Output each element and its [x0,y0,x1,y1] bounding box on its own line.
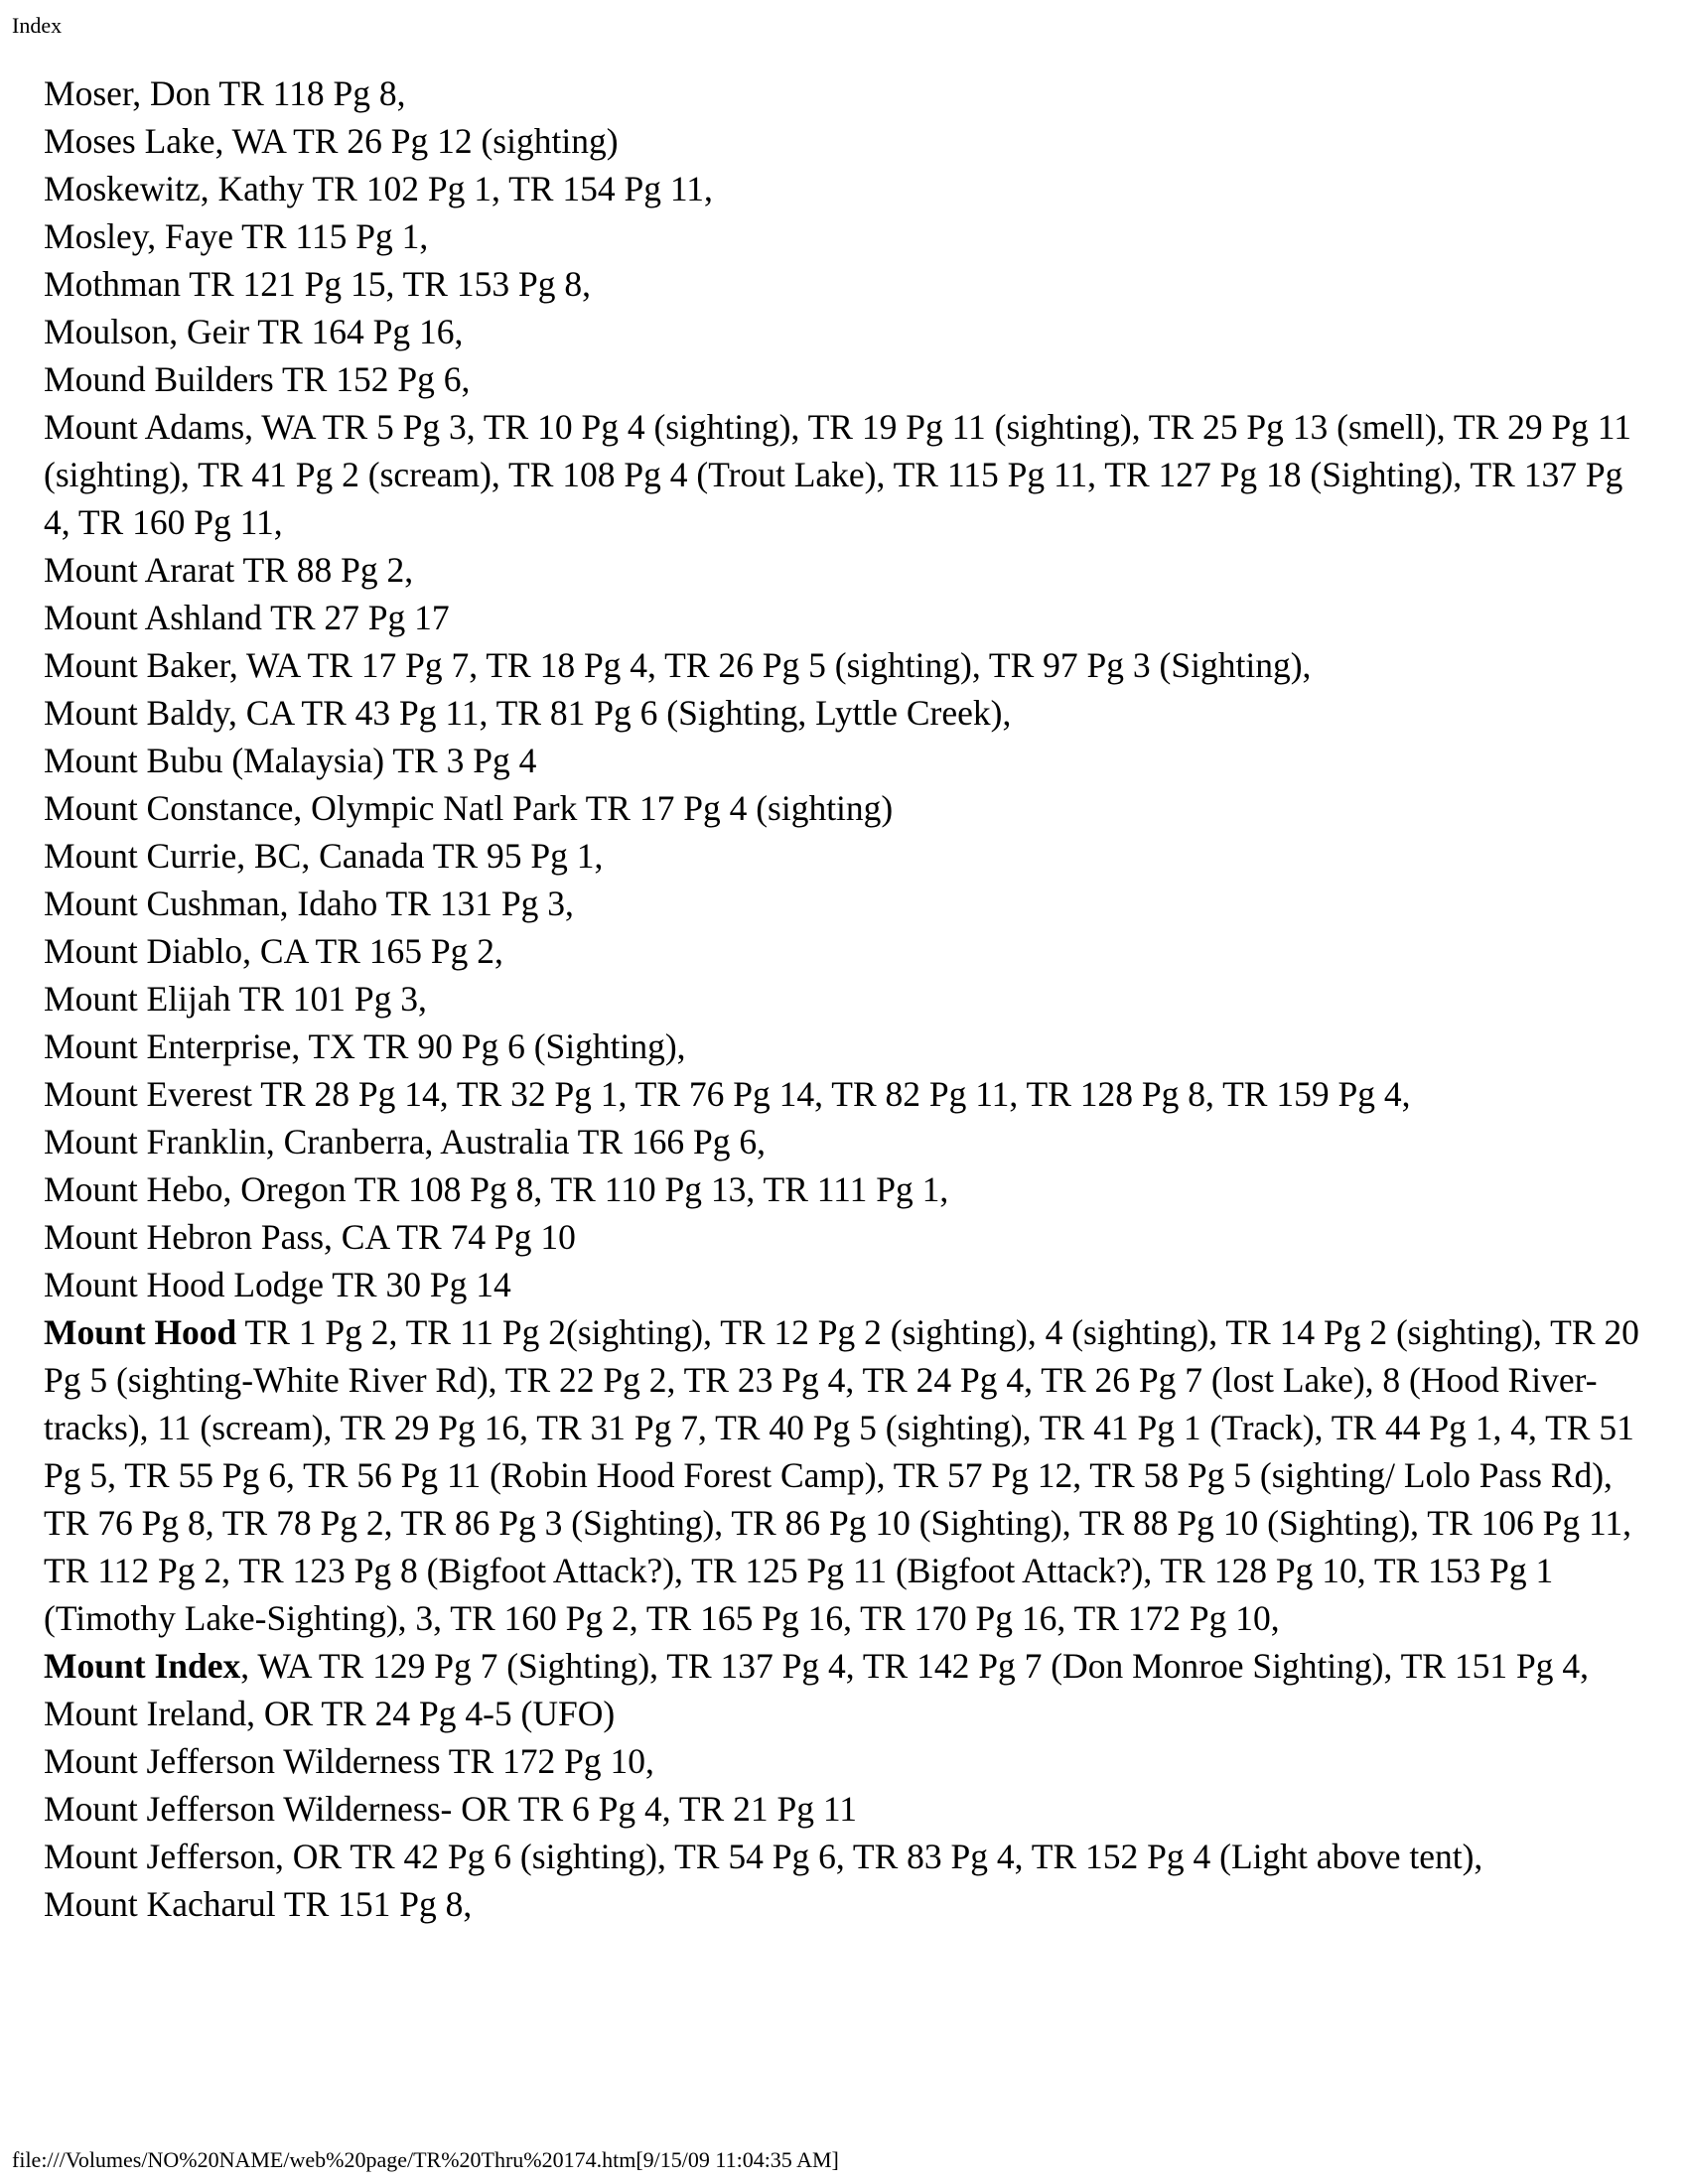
entry-text: Mount Ararat TR 88 Pg 2, [44,550,414,590]
index-entry [44,1261,1642,1308]
index-entry [44,641,1642,689]
entry-text: Mount Kacharul TR 151 Pg 8, [44,1884,473,1924]
index-entry [44,832,1642,880]
entry-text: Mount Cushman, Idaho TR 131 Pg 3, [44,884,574,923]
page-header-title: Index [12,13,63,38]
index-entry [44,1690,1642,1737]
page-footer-url: file:///Volumes/NO%20NAME/web%20page/TR%20Thru%20174.htm[9/15/09 11:04:35 AM] [12,2147,839,2172]
entry-text: Mount Hood Lodge TR 30 Pg 14 [44,1265,511,1304]
index-entry [44,260,1642,308]
index-entry [44,880,1642,927]
index-entry [44,1642,1642,1690]
index-entry [44,784,1642,832]
index-entry [44,1165,1642,1213]
entry-text: , WA TR 129 Pg 7 (Sighting), TR 137 Pg 4, TR 142 Pg 7 (Don Monroe Sighting), TR 151 Pg 4, [240,1646,1589,1686]
index-entry [44,212,1642,260]
entry-text: TR 1 Pg 2, TR 11 Pg 2(sighting), TR 12 Pg 2 (sighting), 4 (sighting), TR 14 Pg 2 (sighting), TR 20 Pg 5 (sighting-White River Rd), TR 22 Pg 2, TR 23 Pg 4, TR 24 Pg 4, TR 26 Pg 7 (lost Lake), 8 (Hood River- tracks), 11 (scream), TR 29 Pg 16, TR 31 Pg 7, TR 40 Pg 5 (sighting), TR 41 Pg 1 (Track), TR 44 Pg 1, 4, TR 51 Pg 5, TR 55 Pg 6, TR 56 Pg 11 (Robin Hood Forest Camp), TR 57 Pg 12, TR 58 Pg 5 (sighting/ Lolo Pass Rd), TR 76 Pg 8, TR 78 Pg 2, TR 86 Pg 3 (Sighting), TR 86 Pg 10 (Sighting), TR 88 Pg 10 (Sighting), TR 106 Pg 11, TR 112 Pg 2, TR 123 Pg 8 (Bigfoot Attack?), TR 125 Pg 11 (Bigfoot Attack?), TR 128 Pg 10, TR 153 Pg 1 (Timothy Lake-Sighting), 3, TR 160 Pg 2, TR 165 Pg 16, TR 170 Pg 16, TR 172 Pg 10, [44,1312,1639,1638]
entry-text: Mothman TR 121 Pg 15, TR 153 Pg 8, [44,264,591,304]
entry-text: Mount Everest TR 28 Pg 14, TR 32 Pg 1, TR 76 Pg 14, TR 82 Pg 11, TR 128 Pg 8, TR 159 Pg 4, [44,1074,1411,1114]
entry-text: Mount Currie, BC, Canada TR 95 Pg 1, [44,836,604,876]
entry-text: Mount Jefferson Wilderness- OR TR 6 Pg 4, TR 21 Pg 11 [44,1789,858,1829]
entry-text: Mount Ireland, OR TR 24 Pg 4-5 (UFO) [44,1694,616,1733]
entry-text: Mount Constance, Olympic Natl Park TR 17 Pg 4 (sighting) [44,788,894,828]
entry-text: Mount Franklin, Cranberra, Australia TR 166 Pg 6, [44,1122,767,1161]
index-entry [44,117,1642,165]
index-entry [44,1880,1642,1928]
entry-text: Mount Jefferson, OR TR 42 Pg 6 (sighting), TR 54 Pg 6, TR 83 Pg 4, TR 152 Pg 4 (Light above tent), [44,1837,1483,1876]
index-entry [44,927,1642,975]
index-entry [44,1213,1642,1261]
index-entry [44,975,1642,1023]
index-entry [44,1070,1642,1118]
entry-text: Mount Adams, WA TR 5 Pg 3, TR 10 Pg 4 (sighting), TR 19 Pg 11 (sighting), TR 25 Pg 13 (smell), TR 29 Pg 11 (sighting), TR 41 Pg 2 (scream), TR 108 Pg 4 (Trout Lake), TR 115 Pg 11, TR 127 Pg 18 (Sighting), TR 137 Pg 4, TR 160 Pg 11, [44,407,1631,542]
entry-text: Mount Enterprise, TX TR 90 Pg 6 (Sighting), [44,1026,686,1066]
entry-text: Mosley, Faye TR 115 Pg 1, [44,216,429,256]
index-entry-list [44,69,1642,1928]
entry-text: Moskewitz, Kathy TR 102 Pg 1, TR 154 Pg 11, [44,169,713,208]
index-entry [44,594,1642,641]
index-entry [44,69,1642,117]
entry-text: Mound Builders TR 152 Pg 6, [44,359,471,399]
entry-text: Moser, Don TR 118 Pg 8, [44,73,406,113]
index-entry [44,546,1642,594]
entry-text: Mount Baker, WA TR 17 Pg 7, TR 18 Pg 4, TR 26 Pg 5 (sighting), TR 97 Pg 3 (Sighting), [44,645,1312,685]
index-entry [44,165,1642,212]
index-entry [44,1308,1642,1642]
entry-text: Mount Ashland TR 27 Pg 17 [44,598,450,637]
index-entry [44,1833,1642,1880]
index-entry [44,308,1642,355]
index-entry [44,1785,1642,1833]
index-entry [44,1737,1642,1785]
entry-text: Moses Lake, WA TR 26 Pg 12 (sighting) [44,121,619,161]
entry-text: Mount Jefferson Wilderness TR 172 Pg 10, [44,1741,654,1781]
entry-text: Mount Hebo, Oregon TR 108 Pg 8, TR 110 Pg 13, TR 111 Pg 1, [44,1169,949,1209]
index-entry [44,1118,1642,1165]
index-entry [44,403,1642,546]
entry-bold-heading: Mount Index [44,1646,241,1686]
index-entry [44,355,1642,403]
index-entry [44,737,1642,784]
entry-text: Moulson, Geir TR 164 Pg 16, [44,312,464,351]
index-entry [44,1023,1642,1070]
entry-text: Mount Elijah TR 101 Pg 3, [44,979,427,1019]
index-entry [44,689,1642,737]
entry-text: Mount Diablo, CA TR 165 Pg 2, [44,931,503,971]
entry-text: Mount Bubu (Malaysia) TR 3 Pg 4 [44,741,537,780]
entry-bold-heading: Mount Hood [44,1312,237,1352]
entry-text: Mount Hebron Pass, CA TR 74 Pg 10 [44,1217,576,1257]
entry-text: Mount Baldy, CA TR 43 Pg 11, TR 81 Pg 6 (Sighting, Lyttle Creek), [44,693,1012,733]
